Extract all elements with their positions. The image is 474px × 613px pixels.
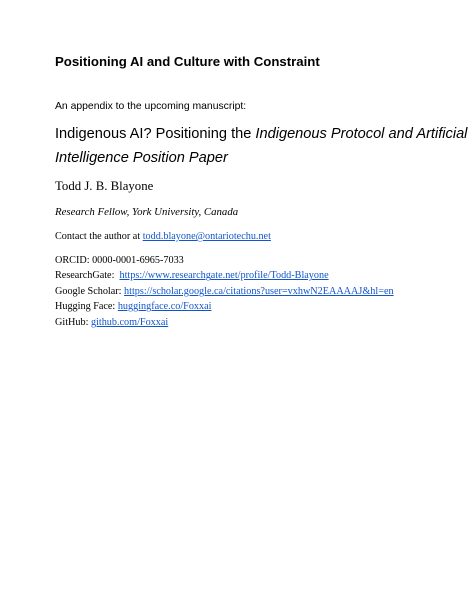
hugging-face-row bbox=[55, 299, 465, 314]
hugging-face-link[interactable]: huggingface.co/Foxxai bbox=[117, 301, 212, 313]
researchgate-label: ResearchGate: bbox=[55, 270, 120, 282]
researchgate-row bbox=[55, 268, 465, 283]
google-scholar-link[interactable]: https://scholar.google.ca/citations?user=vxhwN2EAAAAJ&hl=en bbox=[124, 285, 394, 297]
google-scholar-label: Google Scholar: bbox=[55, 285, 125, 297]
orcid-value: 0000-0001-6965-7033 bbox=[92, 255, 184, 266]
orcid-label: ORCID: bbox=[55, 255, 93, 266]
google-scholar-row bbox=[55, 284, 465, 299]
subtitle-plain-text: Indigenous AI? Positioning the bbox=[55, 126, 256, 142]
author-affiliation: Research Fellow, York University, Canada bbox=[55, 206, 239, 218]
researchgate-link[interactable]: https://www.researchgate.net/profile/Todd-Blayone bbox=[119, 270, 329, 282]
contact-label: Contact the author at bbox=[55, 231, 143, 242]
identifier-list bbox=[55, 253, 465, 330]
github-link[interactable]: github.com/Foxxai bbox=[90, 316, 169, 328]
orcid-row bbox=[55, 253, 465, 268]
document-title: Positioning AI and Culture with Constraint bbox=[55, 54, 320, 69]
hugging-face-label: Hugging Face: bbox=[55, 301, 118, 313]
contact-line bbox=[55, 231, 271, 242]
email-link[interactable]: todd.blayone@ontariotechu.net bbox=[142, 231, 271, 242]
github-row bbox=[55, 315, 465, 330]
appendix-note: An appendix to the upcoming manuscript: bbox=[55, 101, 247, 112]
github-label: GitHub: bbox=[55, 316, 91, 328]
subtitle-italic-text-continued: Intelligence Position Paper bbox=[55, 149, 228, 166]
manuscript-subtitle bbox=[55, 123, 468, 170]
subtitle-line-1 bbox=[55, 123, 468, 147]
author-name: Todd J. B. Blayone bbox=[55, 179, 154, 193]
subtitle-italic-text: Indigenous Protocol and Artificial bbox=[255, 126, 468, 142]
subtitle-line-2 bbox=[55, 147, 455, 171]
